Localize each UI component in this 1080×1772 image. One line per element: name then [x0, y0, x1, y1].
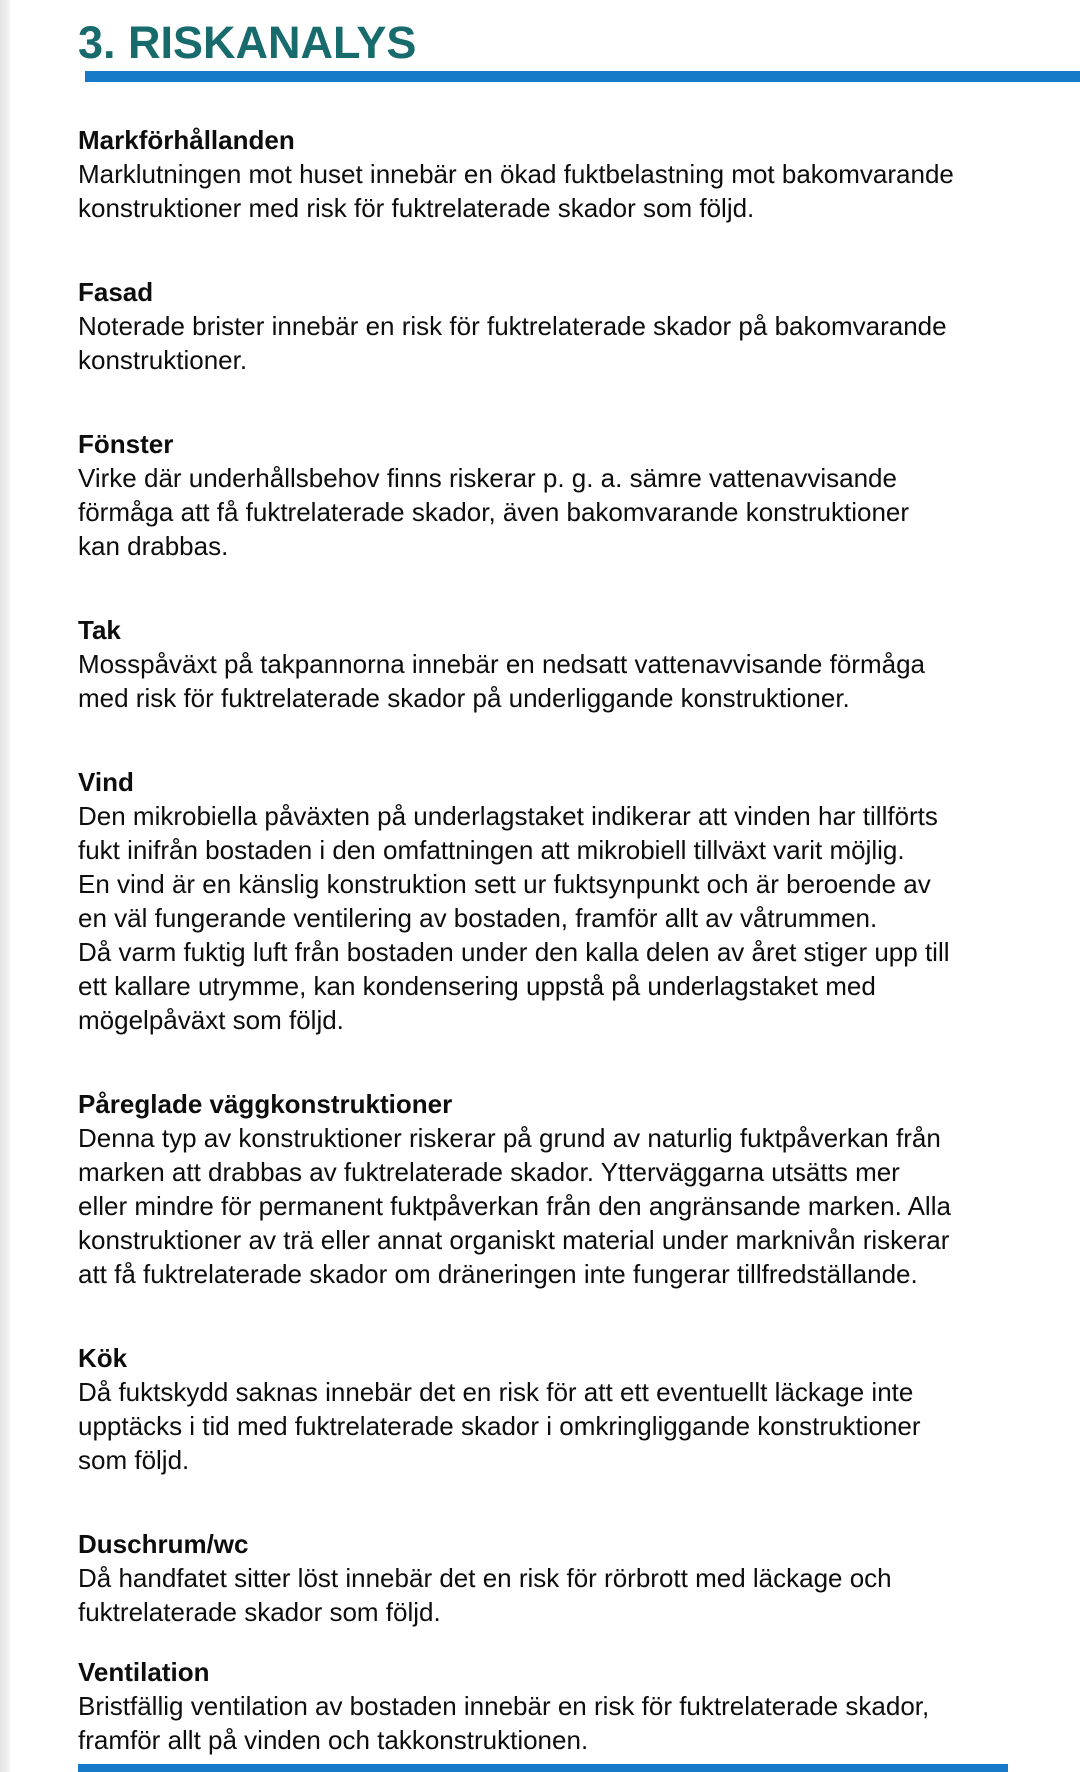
document-section: [78, 427, 1010, 563]
paragraph-line: Då handfatet sitter löst innebär det en risk för rörbrott med läckage och: [78, 1563, 892, 1593]
section-heading: Ventilation: [78, 1657, 210, 1687]
paragraph-line: eller mindre för permanent fuktpåverkan från den angränsande marken. Alla: [78, 1191, 951, 1221]
paragraph-line: En vind är en känslig konstruktion sett ur fuktsynpunkt och är beroende av: [78, 869, 931, 899]
paragraph-line: fukt inifrån bostaden i den omfattningen att mikrobiell tillväxt varit möjlig.: [78, 835, 905, 865]
paragraph-line: Marklutningen mot huset innebär en ökad fuktbelastning mot bakomvarande: [78, 159, 954, 189]
paragraph-line: Virke där underhållsbehov finns riskerar p. g. a. sämre vattenavvisande: [78, 463, 897, 493]
section-heading: Markförhållanden: [78, 125, 295, 155]
paragraph-line: Bristfällig ventilation av bostaden innebär en risk för fuktrelaterade skador,: [78, 1691, 930, 1721]
paragraph-line: konstruktioner.: [78, 345, 248, 375]
paragraph-line: förmåga att få fuktrelaterade skador, även bakomvarande konstruktioner: [78, 497, 910, 527]
paragraph-line: som följd.: [78, 1445, 190, 1475]
section-heading: Vind: [78, 767, 134, 797]
document-section: [78, 765, 1010, 1037]
sections-container: [78, 83, 1010, 1757]
paragraph-line: Då fuktskydd saknas innebär det en risk för att ett eventuellt läckage inte: [78, 1377, 914, 1407]
document-section: [78, 1341, 1010, 1477]
paragraph-line: fuktrelaterade skador som följd.: [78, 1597, 441, 1627]
section-heading: Fönster: [78, 429, 174, 459]
paragraph-line: med risk för fuktrelaterade skador på underliggande konstruktioner.: [78, 683, 850, 713]
section-heading: Duschrum/wc: [78, 1529, 249, 1559]
page-edge-shadow: [0, 0, 12, 1772]
document-section: [78, 1655, 1010, 1757]
title-divider-rule: [85, 71, 1080, 82]
section-heading: Fasad: [78, 277, 154, 307]
bottom-divider-rule: [78, 1764, 1008, 1772]
paragraph-line: konstruktioner med risk för fuktrelaterade skador som följd.: [78, 193, 755, 223]
paragraph-line: att få fuktrelaterade skador om dräneringen inte fungerar tillfredställande.: [78, 1259, 918, 1289]
paragraph-line: Mosspåväxt på takpannorna innebär en nedsatt vattenavvisande förmåga: [78, 649, 925, 679]
paragraph-line: Denna typ av konstruktioner riskerar på grund av naturlig fuktpåverkan från: [78, 1123, 941, 1153]
paragraph-line: mögelpåväxt som följd.: [78, 1005, 344, 1035]
section-heading: Kök: [78, 1343, 128, 1373]
paragraph-line: ett kallare utrymme, kan kondensering uppstå på underlagstaket med: [78, 971, 876, 1001]
document-section: [78, 1527, 1010, 1629]
paragraph-line: konstruktioner av trä eller annat organiskt material under marknivån riskerar: [78, 1225, 950, 1255]
document-section: [78, 613, 1010, 715]
document-section: [78, 1087, 1010, 1291]
paragraph-line: marken att drabbas av fuktrelaterade skador. Ytterväggarna utsätts mer: [78, 1157, 900, 1187]
paragraph-line: Den mikrobiella påväxten på underlagstaket indikerar att vinden har tillförts: [78, 801, 938, 831]
paragraph-line: framför allt på vinden och takkonstruktionen.: [78, 1725, 589, 1755]
paragraph-line: Noterade brister innebär en risk för fuktrelaterade skador på bakomvarande: [78, 311, 947, 341]
paragraph-line: kan drabbas.: [78, 531, 229, 561]
section-heading: Tak: [78, 615, 121, 645]
document-section: [78, 123, 1010, 225]
paragraph-line: upptäcks i tid med fuktrelaterade skador i omkringliggande konstruktioner: [78, 1411, 921, 1441]
page-title: 3. RISKANALYS: [78, 17, 417, 68]
paragraph-line: en väl fungerande ventilering av bostaden, framför allt av våtrummen.: [78, 903, 878, 933]
document-section: [78, 275, 1010, 377]
section-heading: Påreglade väggkonstruktioner: [78, 1089, 453, 1119]
paragraph-line: Då varm fuktig luft från bostaden under den kalla delen av året stiger upp till: [78, 937, 950, 967]
